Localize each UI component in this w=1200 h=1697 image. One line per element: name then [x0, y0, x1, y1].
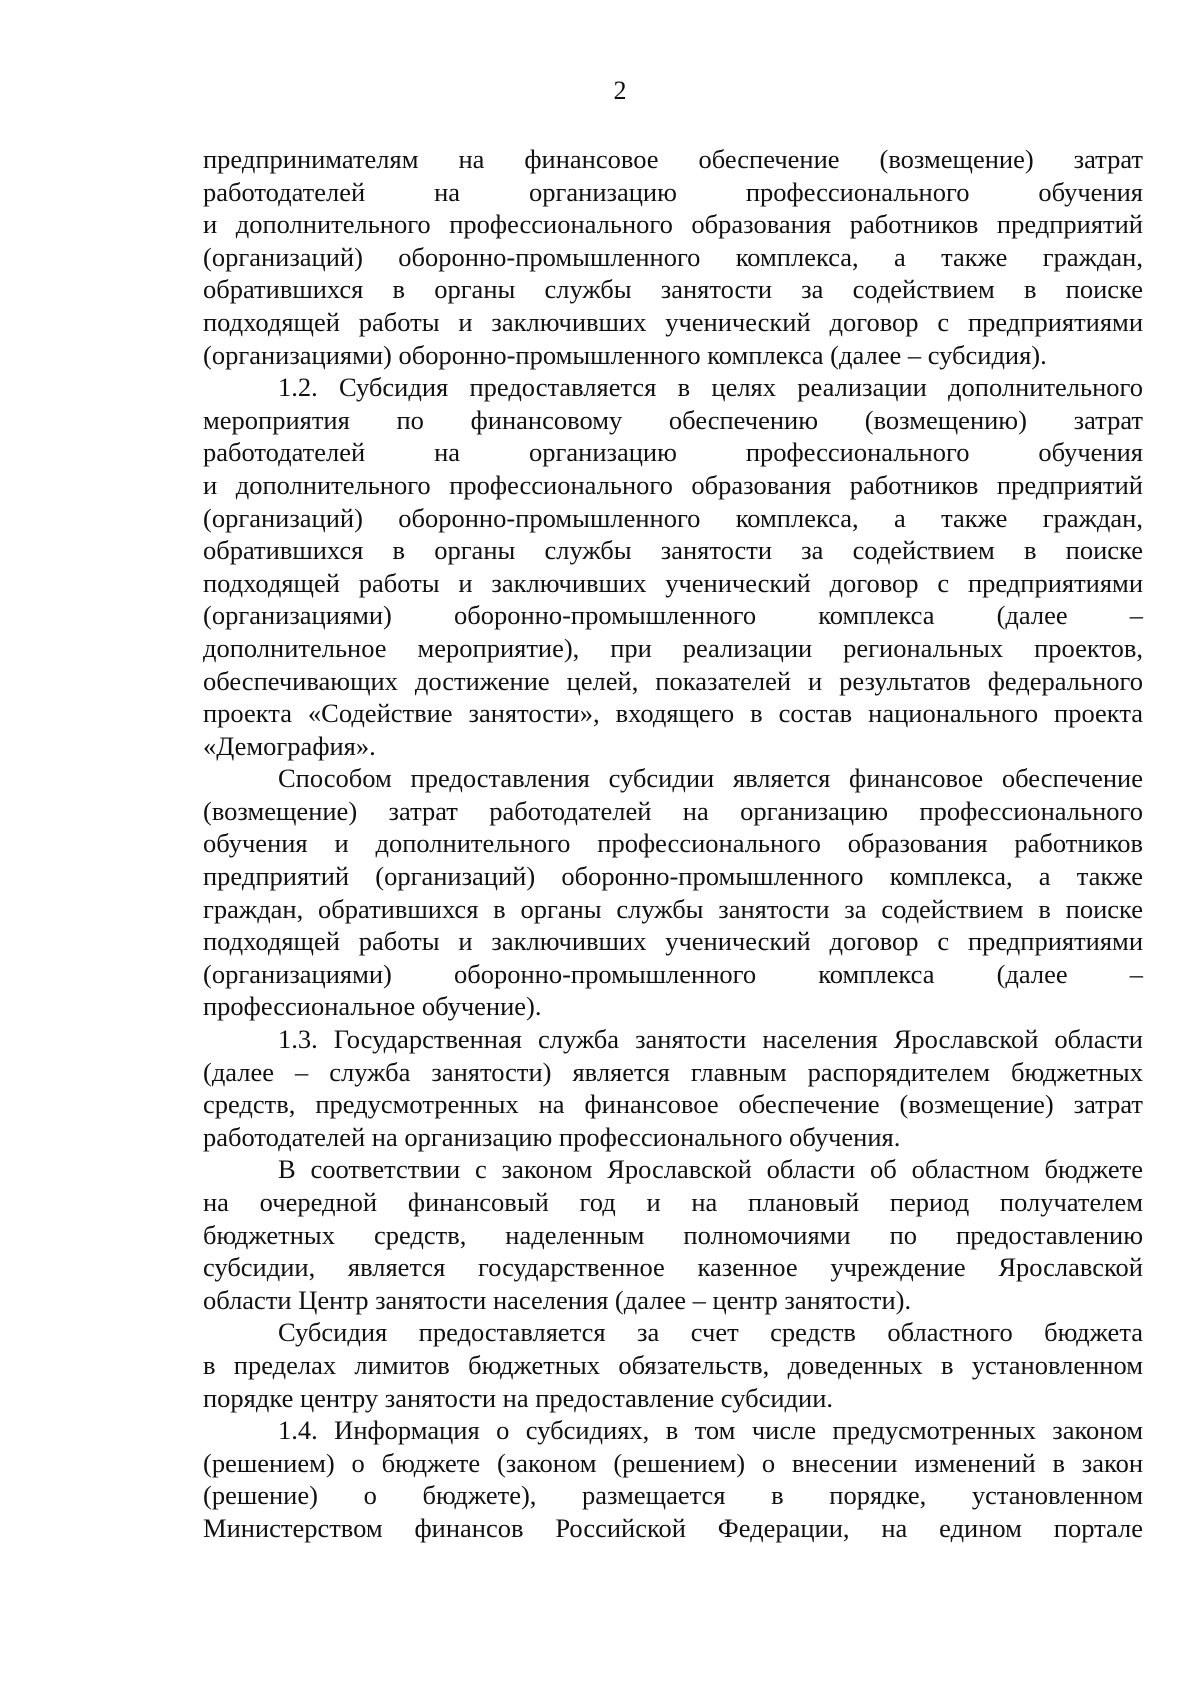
text-line: работодателей на организацию профессионального обучения	[203, 176, 1143, 207]
text-line: дополнительное мероприятие), при реализации региональных проектов,	[203, 632, 1143, 663]
text-line: работодателей на организацию профессионального обучения.	[203, 1121, 901, 1152]
text-line: граждан, обратившихся в органы службы занятости за содействием в поиске	[203, 893, 1143, 924]
text-line: 1.4. Информация о субсидиях, в том числе предусмотренных законом	[278, 1415, 1143, 1446]
text-line: (решением) о бюджете (законом (решением) о внесении изменений в закон	[203, 1447, 1143, 1478]
text-line: 1.3. Государственная служба занятости населения Ярославской области	[278, 1024, 1143, 1055]
text-line: (возмещение) затрат работодателей на организацию профессионального	[203, 795, 1143, 826]
text-line: «Демография».	[203, 730, 376, 761]
text-line: предпринимателям на финансовое обеспечение (возмещение) затрат	[203, 144, 1143, 174]
text-line: мероприятия по финансовому обеспечению (возмещению) затрат	[203, 404, 1143, 435]
text-line: обратившихся в органы службы занятости за содействием в поиске	[203, 274, 1143, 305]
text-line: обратившихся в органы службы занятости за содействием в поиске	[203, 535, 1143, 566]
text-line: (организациями) оборонно-промышленного комплекса (далее –	[203, 958, 1143, 989]
text-line: Субсидия предоставляется за счет средств областного бюджета	[278, 1317, 1143, 1348]
text-line: на очередной финансовый год и на плановый период получателем	[203, 1187, 1143, 1217]
text-line: подходящей работы и заключивших ученический договор с предприятиями	[203, 567, 1143, 598]
text-line: и дополнительного профессионального образования работников предприятий	[203, 209, 1143, 240]
document-body	[203, 143, 1143, 1545]
text-line: субсидии, является государственное казенное учреждение Ярославской	[203, 1252, 1143, 1283]
text-line: обучения и дополнительного профессионального образования работников	[203, 828, 1143, 859]
text-line: (организаций) оборонно-промышленного комплекса, а также граждан,	[203, 241, 1143, 272]
text-line: (организаций) оборонно-промышленного комплекса, а также граждан,	[203, 502, 1143, 533]
text-line: предприятий (организаций) оборонно-промышленного комплекса, а также	[203, 861, 1143, 892]
text-line: профессиональное обучение).	[203, 991, 542, 1022]
text-line: 1.2. Субсидия предоставляется в целях реализации дополнительного	[278, 372, 1143, 403]
text-line: и дополнительного профессионального образования работников предприятий	[203, 469, 1143, 500]
text-line: (организациями) оборонно-промышленного комплекса (далее –	[203, 600, 1143, 631]
text-line: Способом предоставления субсидии является финансовое обеспечение	[278, 763, 1143, 794]
text-line: бюджетных средств, наделенным полномочиями по предоставлению	[203, 1219, 1143, 1250]
text-line: подходящей работы и заключивших ученический договор с предприятиями	[203, 926, 1143, 957]
text-line: (далее – служба занятости) является главным распорядителем бюджетных	[203, 1056, 1143, 1087]
text-line: работодателей на организацию профессионального обучения	[203, 437, 1143, 468]
text-line: подходящей работы и заключивших ученический договор с предприятиями	[203, 306, 1143, 337]
text-line: порядке центру занятости на предоставление субсидии.	[203, 1382, 833, 1413]
text-line: В соответствии с законом Ярославской области об областном бюджете	[278, 1154, 1143, 1185]
text-line: области Центр занятости населения (далее – центр занятости).	[203, 1284, 912, 1315]
text-line: в пределах лимитов бюджетных обязательств, доведенных в установленном	[203, 1349, 1143, 1380]
text-line: (организациями) оборонно-промышленного комплекса (далее – субсидия).	[203, 339, 1047, 370]
page-number: 2	[613, 76, 627, 105]
text-line: (решение) о бюджете), размещается в порядке, установленном	[203, 1480, 1143, 1511]
text-line: обеспечивающих достижение целей, показателей и результатов федерального	[203, 665, 1143, 696]
text-line: Министерством финансов Российской Федерации, на едином портале	[203, 1512, 1143, 1543]
text-line: средств, предусмотренных на финансовое обеспечение (возмещение) затрат	[203, 1089, 1143, 1120]
text-line: проекта «Содействие занятости», входящего в состав национального проекта	[203, 698, 1143, 729]
